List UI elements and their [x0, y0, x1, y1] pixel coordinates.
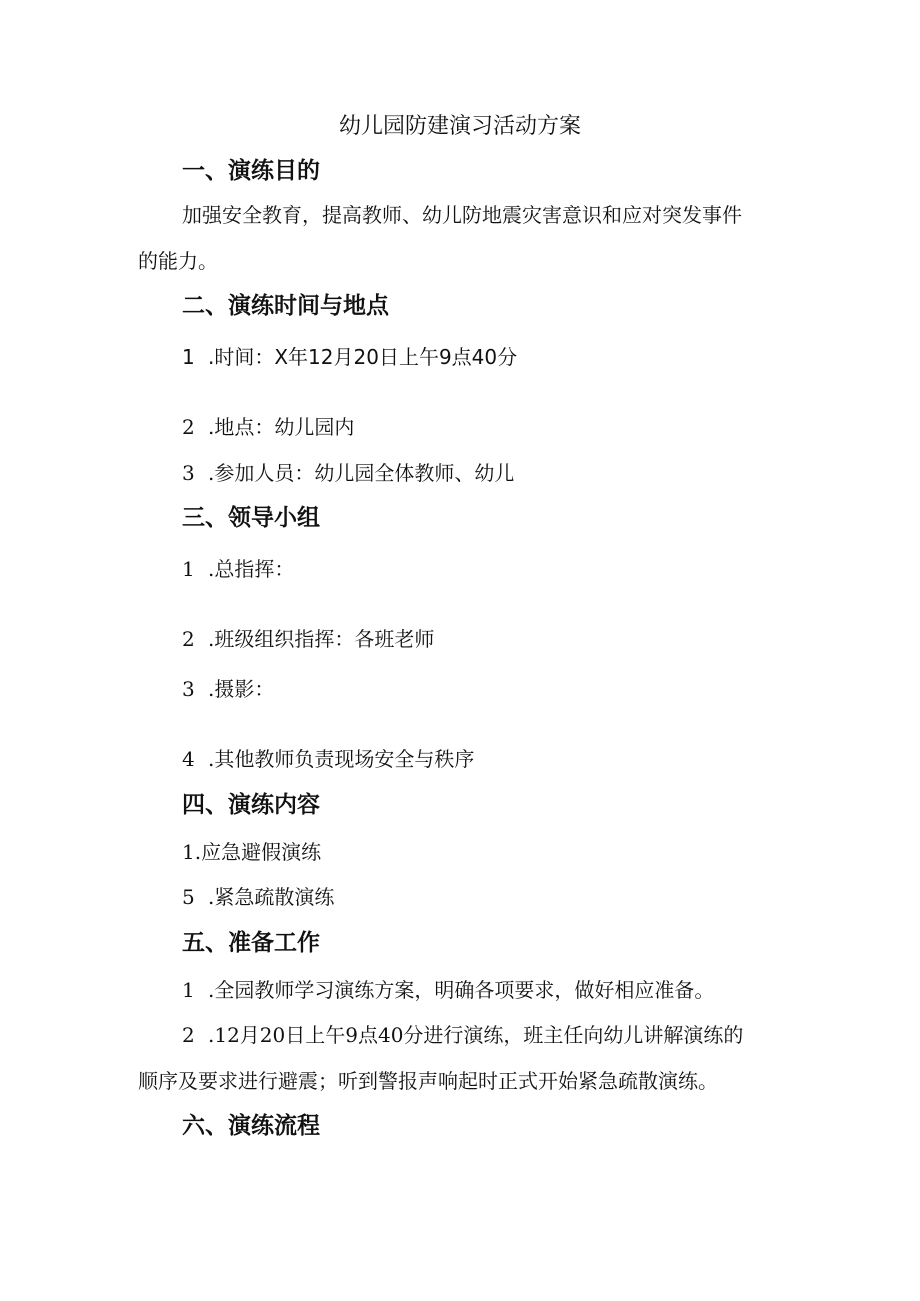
- item-number: 2: [182, 415, 195, 439]
- section-heading-2: 二、演练时间与地点: [182, 293, 389, 319]
- section-heading-6: 六、演练流程: [182, 1113, 320, 1139]
- list-item: [182, 679, 274, 699]
- list-item: [182, 887, 334, 907]
- item-number: 2: [182, 627, 195, 651]
- item-text: .紧急疏散演练: [208, 885, 335, 909]
- item-text: .全园教师学习演练方案，明确各项要求，做好相应准备。: [208, 978, 715, 1002]
- document-title: 幼儿园防建演习活动方案: [338, 114, 581, 139]
- section-heading-5: 五、准备工作: [182, 930, 320, 956]
- list-item: [182, 749, 474, 769]
- item-number: 3: [182, 461, 195, 485]
- item-number: 4: [182, 747, 195, 771]
- list-item: [182, 980, 714, 1000]
- item-text: 1.应急避假演练: [182, 840, 322, 864]
- item-text: .12月20日上午9点40分进行演练，班主任向幼儿讲解演练的: [208, 1023, 744, 1047]
- item-text: .摄影：: [208, 677, 275, 701]
- section-heading-4: 四、演练内容: [182, 792, 320, 818]
- paragraph-continuation: 顺序及要求进行避震；听到警报声响起时正式开始紧急疏散演练。: [138, 1069, 718, 1093]
- item-text: .总指挥：: [208, 557, 295, 581]
- item-text: .地点：幼儿园内: [208, 415, 355, 439]
- list-item: [182, 347, 517, 367]
- section-heading-1: 一、演练目的: [182, 158, 320, 184]
- list-item: [182, 559, 294, 579]
- section-heading-3: 三、领导小组: [182, 505, 320, 531]
- list-item: [182, 463, 514, 483]
- paragraph-purpose-line-1: 加强安全教育，提高教师、幼儿防地震灾害意识和应对突发事件: [182, 203, 742, 227]
- item-number: 1: [182, 557, 195, 581]
- item-number: 1: [182, 978, 195, 1002]
- item-number: 5: [182, 885, 195, 909]
- item-number: 3: [182, 677, 195, 701]
- list-item: [182, 842, 321, 862]
- item-text: .班级组织指挥：各班老师: [208, 627, 435, 651]
- item-text: .其他教师负责现场安全与秩序: [208, 747, 475, 771]
- paragraph-purpose-line-2: 的能力。: [138, 249, 218, 273]
- list-item: [182, 629, 434, 649]
- item-text: .参加人员：幼儿园全体教师、幼儿: [208, 461, 515, 485]
- item-number: 1: [182, 345, 195, 369]
- item-number: 2: [182, 1023, 195, 1047]
- list-item: [182, 417, 354, 437]
- list-item: [182, 1025, 743, 1045]
- item-text: .时间：X年12月20日上午9点40分: [208, 345, 518, 369]
